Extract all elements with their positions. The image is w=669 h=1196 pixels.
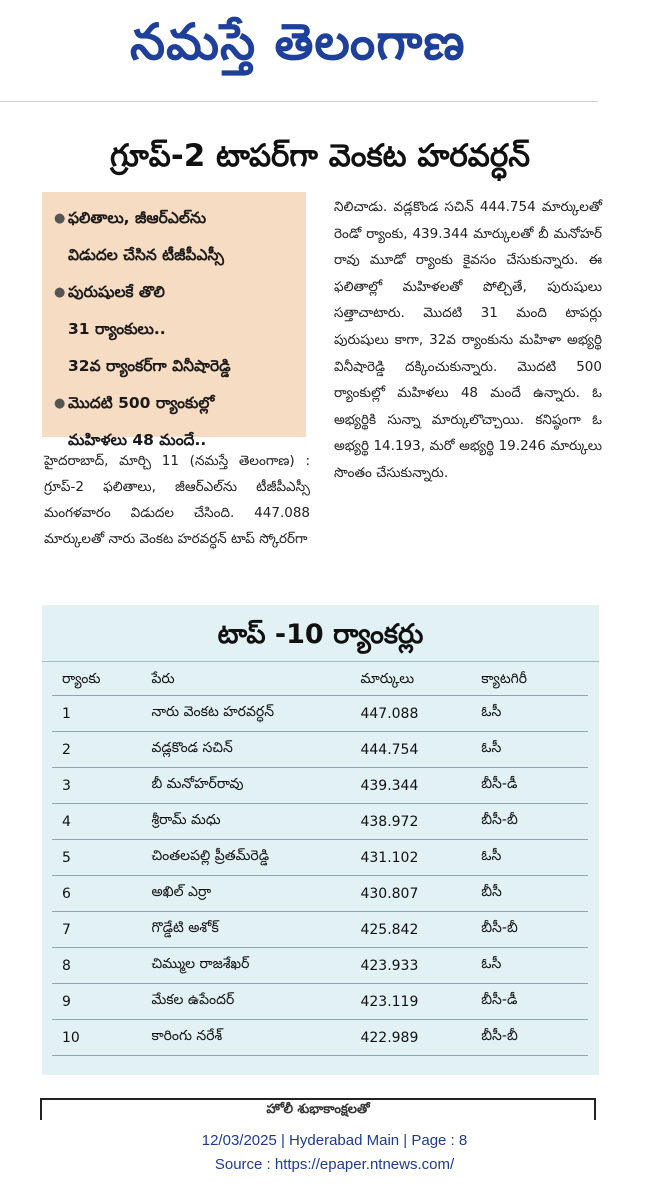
header-marks: మార్కులు bbox=[356, 665, 477, 696]
highlight-item bbox=[54, 274, 300, 385]
name-cell: అఖిల్ ఎర్రా bbox=[147, 876, 356, 912]
footer-date-edition: 12/03/2025 | Hyderabad Main | Page : 8 bbox=[201, 1132, 468, 1149]
header-category: క్యాటగిరీ bbox=[477, 665, 588, 696]
bullet-icon: ● bbox=[54, 285, 66, 300]
highlight-item bbox=[54, 200, 300, 274]
footer-source: Source : https://epaper.ntnews.com/ bbox=[214, 1156, 455, 1173]
name-cell: చిమ్ముల రాజశేఖర్ bbox=[147, 948, 356, 984]
category-cell: ఓసీ bbox=[477, 732, 588, 768]
category-cell: బీసీ bbox=[477, 876, 588, 912]
marks-cell: 425.842 bbox=[356, 912, 477, 948]
table-header-row bbox=[52, 665, 588, 696]
category-cell: ఓసీ bbox=[477, 948, 588, 984]
table-row bbox=[52, 948, 588, 984]
rank-cell: 7 bbox=[52, 912, 147, 948]
top-rankers-box bbox=[42, 605, 599, 1075]
marks-cell: 439.344 bbox=[356, 768, 477, 804]
marks-cell: 444.754 bbox=[356, 732, 477, 768]
table-row bbox=[52, 1020, 588, 1056]
rank-cell: 9 bbox=[52, 984, 147, 1020]
highlight-text: పురుషులకే తొలి 31 ర్యాంకులు.. 32వ ర్యాంకర్‌గా వినీషారెడ్డి bbox=[68, 283, 231, 375]
name-cell: నారు వెంకట హరవర్ధన్ bbox=[147, 696, 356, 732]
marks-cell: 423.933 bbox=[356, 948, 477, 984]
table-row bbox=[52, 840, 588, 876]
header-rank: ర్యాంకు bbox=[52, 665, 147, 696]
table-row bbox=[52, 876, 588, 912]
rankers-table bbox=[52, 665, 588, 1056]
name-cell: వడ్లకొండ సచిన్ bbox=[147, 732, 356, 768]
category-cell: బీసీ-డీ bbox=[477, 984, 588, 1020]
table-row bbox=[52, 912, 588, 948]
table-row bbox=[52, 984, 588, 1020]
category-cell: ఓసీ bbox=[477, 696, 588, 732]
marks-cell: 422.989 bbox=[356, 1020, 477, 1056]
highlight-text: మొదటి 500 ర్యాంకుల్లో మహిళలు 48 మందే.. bbox=[68, 394, 215, 449]
table-title: టాప్ -10 ర్యాంకర్లు bbox=[217, 619, 424, 650]
next-article-heading: హోలీ శుభాకాంక్షలతో bbox=[266, 1102, 370, 1117]
category-cell: బీసీ-బీ bbox=[477, 1020, 588, 1056]
name-cell: మేకల ఉపేందర్ bbox=[147, 984, 356, 1020]
marks-cell: 438.972 bbox=[356, 804, 477, 840]
rank-cell: 1 bbox=[52, 696, 147, 732]
article-left-column: హైదరాబాద్, మార్చి 11 (నమస్తే తెలంగాణ) : గ్రూప్-2 ఫలితాలు, జీఆర్‌ఎల్‌ను టీజీపీఎస్సీ మంగళవారం విడుదల చేసింది. 447.088 మార్కులతో నారు వెంకట హరవర్ధన్ టాప్ స్కోరర్‌గా bbox=[44, 453, 310, 547]
name-cell: చింతలపల్లి ప్రీతమ్‌రెడ్డి bbox=[147, 840, 356, 876]
name-cell: శ్రీరామ్ మధు bbox=[147, 804, 356, 840]
name-cell: గొడ్డేటి అశోక్ bbox=[147, 912, 356, 948]
rank-cell: 3 bbox=[52, 768, 147, 804]
highlights-box bbox=[42, 192, 306, 449]
rank-cell: 8 bbox=[52, 948, 147, 984]
header-name: పేరు bbox=[147, 665, 356, 696]
table-row bbox=[52, 768, 588, 804]
marks-cell: 430.807 bbox=[356, 876, 477, 912]
rank-cell: 6 bbox=[52, 876, 147, 912]
article-right-column: నిలిచాడు. వడ్లకొండ సచిన్ 444.754 మార్కులతో రెండో ర్యాంకు, 439.344 మార్కులతో బీ మనోహర్ రావు మూడో ర్యాంకు కైవసం చేసుకున్నారు. ఈ ఫలితాల్లో మహిళలతో పోల్చితే, పురుషులు సత్తాచాటారు. మొదటి 31 మంది టాపర్లు పురుషులు కాగా, 32వ ర్యాంకును మహిళా అభ్యర్థి వినీషారెడ్డి దక్కించుకున్నారు. మొదటి 500 ర్యాంకుల్లో మహిళలు 48 మందే ఉన్నారు. ఓ అభ్యర్థికి సున్నా మార్కులొచ్చాయి. కనిష్ఠంగా ఓ అభ్యర్థి 14.193, మరో అభ్యర్థి 19.246 మార్కులు సొంతం చేసుకున్నారు. bbox=[334, 199, 602, 481]
rank-cell: 2 bbox=[52, 732, 147, 768]
marks-cell: 423.119 bbox=[356, 984, 477, 1020]
rank-cell: 5 bbox=[52, 840, 147, 876]
name-cell: బీ మనోహర్‌రావు bbox=[147, 768, 356, 804]
headline: గ్రూప్-2 టాపర్‌గా వెంకట హరవర్ధన్ bbox=[110, 138, 530, 174]
category-cell: బీసీ-బీ bbox=[477, 804, 588, 840]
masthead-logo: నమస్తే తెలంగాణ bbox=[130, 12, 466, 71]
marks-cell: 431.102 bbox=[356, 840, 477, 876]
bullet-icon: ● bbox=[54, 396, 66, 411]
table-row bbox=[52, 804, 588, 840]
category-cell: ఓసీ bbox=[477, 840, 588, 876]
rank-cell: 4 bbox=[52, 804, 147, 840]
bullet-icon: ● bbox=[54, 211, 66, 226]
masthead-divider bbox=[0, 101, 598, 102]
marks-cell: 447.088 bbox=[356, 696, 477, 732]
table-row bbox=[52, 732, 588, 768]
table-title-divider bbox=[42, 661, 599, 662]
category-cell: బీసీ-బీ bbox=[477, 912, 588, 948]
rank-cell: 10 bbox=[52, 1020, 147, 1056]
next-article-clip bbox=[40, 1098, 596, 1120]
table-row bbox=[52, 696, 588, 732]
category-cell: బీసీ-డీ bbox=[477, 768, 588, 804]
name-cell: కారింగు నరేశ్ bbox=[147, 1020, 356, 1056]
highlight-text: ఫలితాలు, జీఆర్‌ఎల్‌ను విడుదల చేసిన టీజీపీఎస్సీ bbox=[68, 209, 224, 264]
